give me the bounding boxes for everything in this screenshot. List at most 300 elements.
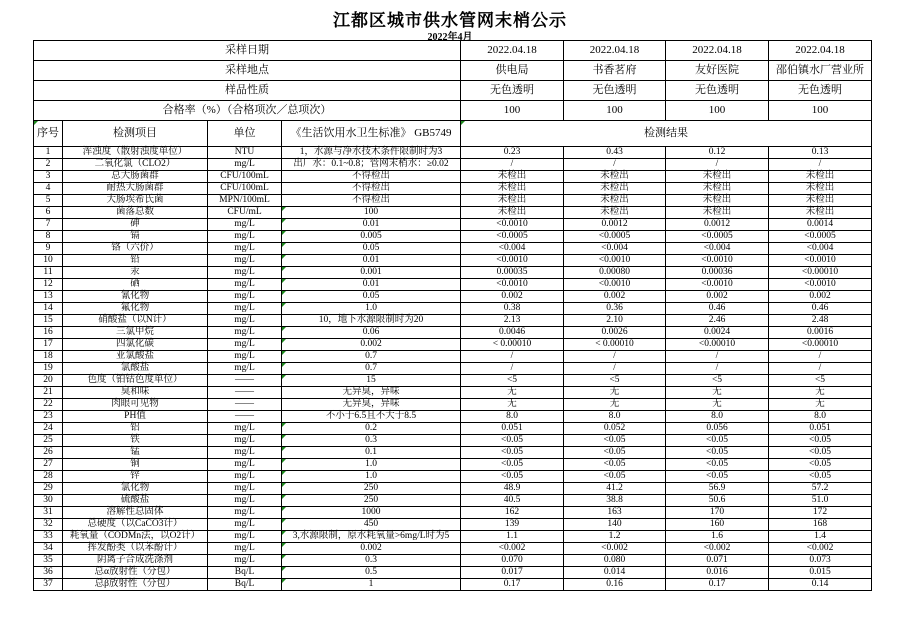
result-value-4: 无: [769, 387, 872, 399]
info-value: 无色透明: [564, 81, 666, 101]
result-value-3: <0.004: [666, 243, 769, 255]
item-unit: mg/L: [208, 291, 282, 303]
row-number: 25: [34, 435, 63, 447]
item-name: 氯化物: [63, 483, 208, 495]
result-value-3: 未检出: [666, 207, 769, 219]
result-value-2: 未检出: [564, 171, 666, 183]
table-row: [34, 543, 872, 555]
row-number: 37: [34, 579, 63, 591]
item-unit: mg/L: [208, 279, 282, 291]
item-unit: Bq/L: [208, 579, 282, 591]
item-name: 耐热大肠菌群: [63, 183, 208, 195]
result-value-2: <0.05: [564, 447, 666, 459]
result-value-4: 168: [769, 519, 872, 531]
item-standard: 0.7: [282, 363, 461, 375]
result-value-3: 56.9: [666, 483, 769, 495]
result-value-3: 170: [666, 507, 769, 519]
result-value-4: 51.0: [769, 495, 872, 507]
item-standard: 450: [282, 519, 461, 531]
row-number: 32: [34, 519, 63, 531]
item-unit: mg/L: [208, 303, 282, 315]
item-unit: mg/L: [208, 447, 282, 459]
result-value-2: <0.05: [564, 459, 666, 471]
info-value: 友好医院: [666, 61, 769, 81]
info-label: 采样地点: [34, 61, 461, 81]
item-unit: ——: [208, 387, 282, 399]
item-name: 汞: [63, 267, 208, 279]
item-standard: 1，水源与净水技术条件限制时为3: [282, 147, 461, 159]
item-unit: mg/L: [208, 423, 282, 435]
item-name: 铜: [63, 459, 208, 471]
result-value-2: <0.004: [564, 243, 666, 255]
item-name: 硝酸盐（以N计）: [63, 315, 208, 327]
result-value-4: <0.05: [769, 435, 872, 447]
row-number: 4: [34, 183, 63, 195]
result-value-4: 0.14: [769, 579, 872, 591]
row-number: 3: [34, 171, 63, 183]
result-value-1: 0.00035: [461, 267, 564, 279]
item-unit: mg/L: [208, 507, 282, 519]
table-row: [34, 351, 872, 363]
item-unit: mg/L: [208, 339, 282, 351]
item-name: 砷: [63, 219, 208, 231]
result-value-2: <0.05: [564, 435, 666, 447]
row-number: 29: [34, 483, 63, 495]
item-name: PH值: [63, 411, 208, 423]
item-name: 四氯化碳: [63, 339, 208, 351]
result-value-2: 未检出: [564, 195, 666, 207]
result-value-1: <0.05: [461, 459, 564, 471]
page-title: 江都区城市供水管网末梢公示: [333, 11, 567, 30]
table-row: [34, 231, 872, 243]
result-value-4: 无: [769, 399, 872, 411]
result-value-3: 无: [666, 387, 769, 399]
item-standard: 0.002: [282, 339, 461, 351]
item-standard: 无异臭，异味: [282, 399, 461, 411]
item-name: 氟化物: [63, 303, 208, 315]
table-row: [34, 183, 872, 195]
result-value-4: 0.051: [769, 423, 872, 435]
result-value-3: 8.0: [666, 411, 769, 423]
result-value-2: <5: [564, 375, 666, 387]
row-number: 20: [34, 375, 63, 387]
result-value-4: 2.48: [769, 315, 872, 327]
item-unit: mg/L: [208, 531, 282, 543]
table-row: [34, 447, 872, 459]
result-value-1: 40.5: [461, 495, 564, 507]
result-value-1: 0.0046: [461, 327, 564, 339]
result-value-2: /: [564, 159, 666, 171]
result-value-1: 无: [461, 387, 564, 399]
result-value-4: <0.0010: [769, 279, 872, 291]
result-value-1: 0.051: [461, 423, 564, 435]
result-value-1: /: [461, 351, 564, 363]
result-value-3: /: [666, 351, 769, 363]
item-name: 总大肠菌群: [63, 171, 208, 183]
item-name: 铁: [63, 435, 208, 447]
row-number: 21: [34, 387, 63, 399]
info-label: 采样日期: [34, 41, 461, 61]
result-value-3: <5: [666, 375, 769, 387]
item-name: 锰: [63, 447, 208, 459]
table-row: [34, 219, 872, 231]
result-value-2: 未检出: [564, 207, 666, 219]
item-standard: 不得检出: [282, 195, 461, 207]
row-number: 18: [34, 351, 63, 363]
result-value-4: 0.0014: [769, 219, 872, 231]
result-value-4: 1.4: [769, 531, 872, 543]
result-value-3: <0.05: [666, 471, 769, 483]
item-unit: mg/L: [208, 351, 282, 363]
result-value-2: 0.36: [564, 303, 666, 315]
item-unit: mg/L: [208, 483, 282, 495]
result-value-2: 无: [564, 399, 666, 411]
row-number: 28: [34, 471, 63, 483]
result-value-4: <0.002: [769, 543, 872, 555]
result-value-1: 未检出: [461, 207, 564, 219]
item-name: 溶解性总固体: [63, 507, 208, 519]
table-row: [34, 243, 872, 255]
result-value-2: 未检出: [564, 183, 666, 195]
result-value-1: 无: [461, 399, 564, 411]
result-value-3: 0.00036: [666, 267, 769, 279]
result-value-3: 0.0024: [666, 327, 769, 339]
column-header-standard: 《生活饮用水卫生标准》 GB5749: [282, 121, 461, 147]
result-value-2: <0.0010: [564, 255, 666, 267]
item-unit: mg/L: [208, 435, 282, 447]
item-unit: mg/L: [208, 315, 282, 327]
info-value: 邵伯镇水厂营业所: [769, 61, 872, 81]
result-value-4: 0.073: [769, 555, 872, 567]
row-number: 26: [34, 447, 63, 459]
info-value: 2022.04.18: [666, 41, 769, 61]
result-value-2: 8.0: [564, 411, 666, 423]
row-number: 2: [34, 159, 63, 171]
row-number: 30: [34, 495, 63, 507]
result-value-3: <0.05: [666, 459, 769, 471]
result-value-4: 未检出: [769, 195, 872, 207]
item-unit: mg/L: [208, 327, 282, 339]
result-value-2: 0.080: [564, 555, 666, 567]
item-standard: 0.002: [282, 543, 461, 555]
item-standard: 0.01: [282, 255, 461, 267]
table-row: [34, 315, 872, 327]
info-value: 无色透明: [666, 81, 769, 101]
row-number: 33: [34, 531, 63, 543]
item-name: 铝: [63, 423, 208, 435]
item-name: 锌: [63, 471, 208, 483]
item-standard: 0.01: [282, 279, 461, 291]
item-name: 菌落总数: [63, 207, 208, 219]
result-value-1: <0.0010: [461, 255, 564, 267]
result-value-2: <0.05: [564, 471, 666, 483]
row-number: 12: [34, 279, 63, 291]
item-unit: CFU/100mL: [208, 183, 282, 195]
item-standard: 3,水源限制，原水耗氧量>6mg/L时为5: [282, 531, 461, 543]
row-number: 6: [34, 207, 63, 219]
result-value-1: <0.05: [461, 471, 564, 483]
table-row: [34, 267, 872, 279]
result-value-4: <0.004: [769, 243, 872, 255]
row-number: 8: [34, 231, 63, 243]
row-number: 17: [34, 339, 63, 351]
item-name: 总硬度（以CaCO3计）: [63, 519, 208, 531]
item-standard: 无异臭，异味: [282, 387, 461, 399]
row-number: 7: [34, 219, 63, 231]
row-number: 24: [34, 423, 63, 435]
item-name: 挥发酚类（以苯酚计）: [63, 543, 208, 555]
result-value-1: 2.13: [461, 315, 564, 327]
result-value-3: 0.002: [666, 291, 769, 303]
table-row: [34, 435, 872, 447]
item-unit: ——: [208, 411, 282, 423]
table-row: [34, 339, 872, 351]
item-unit: ——: [208, 375, 282, 387]
result-value-4: /: [769, 363, 872, 375]
row-number: 5: [34, 195, 63, 207]
table-row: [34, 399, 872, 411]
item-name: 三氯甲烷: [63, 327, 208, 339]
table-row: [34, 555, 872, 567]
result-value-1: 0.23: [461, 147, 564, 159]
result-value-4: <5: [769, 375, 872, 387]
result-value-3: <0.0005: [666, 231, 769, 243]
result-value-2: 0.0012: [564, 219, 666, 231]
item-standard: 0.3: [282, 555, 461, 567]
result-value-2: 0.16: [564, 579, 666, 591]
item-name: 总β放射性（分包）: [63, 579, 208, 591]
item-unit: mg/L: [208, 159, 282, 171]
result-value-3: <0.0010: [666, 279, 769, 291]
table-row: [34, 531, 872, 543]
info-value: 2022.04.18: [564, 41, 666, 61]
row-number: 23: [34, 411, 63, 423]
result-value-3: 0.0012: [666, 219, 769, 231]
item-unit: ——: [208, 399, 282, 411]
info-row-sampling-date: [34, 41, 872, 61]
result-value-2: <0.0010: [564, 279, 666, 291]
table-row: [34, 327, 872, 339]
table-row: [34, 159, 872, 171]
result-value-1: 0.002: [461, 291, 564, 303]
item-unit: CFU/100mL: [208, 171, 282, 183]
result-value-4: <0.05: [769, 447, 872, 459]
item-name: 氯酸盐: [63, 363, 208, 375]
item-standard: 250: [282, 483, 461, 495]
row-number: 36: [34, 567, 63, 579]
item-name: 硫酸盐: [63, 495, 208, 507]
item-standard: 0.2: [282, 423, 461, 435]
item-standard: 0.05: [282, 291, 461, 303]
row-number: 27: [34, 459, 63, 471]
info-row-pass-rate: [34, 101, 872, 121]
result-value-1: 0.017: [461, 567, 564, 579]
result-value-3: 160: [666, 519, 769, 531]
item-name: 硒: [63, 279, 208, 291]
item-unit: MPN/100mL: [208, 195, 282, 207]
row-number: 31: [34, 507, 63, 519]
row-number: 35: [34, 555, 63, 567]
item-standard: 1.0: [282, 471, 461, 483]
item-unit: mg/L: [208, 555, 282, 567]
item-name: 铬（六价）: [63, 243, 208, 255]
item-unit: mg/L: [208, 471, 282, 483]
info-value: 供电局: [461, 61, 564, 81]
table-row: [34, 579, 872, 591]
result-value-2: 1.2: [564, 531, 666, 543]
result-value-4: 0.0016: [769, 327, 872, 339]
result-value-3: 0.071: [666, 555, 769, 567]
info-value: 2022.04.18: [769, 41, 872, 61]
result-value-1: 0.38: [461, 303, 564, 315]
item-unit: mg/L: [208, 243, 282, 255]
result-value-3: 0.17: [666, 579, 769, 591]
info-value: 无色透明: [461, 81, 564, 101]
result-value-4: 0.002: [769, 291, 872, 303]
item-unit: mg/L: [208, 219, 282, 231]
table-row: [34, 495, 872, 507]
result-value-1: 48.9: [461, 483, 564, 495]
item-unit: mg/L: [208, 543, 282, 555]
page-subtitle: 2022年4月: [427, 32, 473, 43]
item-name: 铅: [63, 255, 208, 267]
table-row: [34, 519, 872, 531]
item-standard: 0.3: [282, 435, 461, 447]
result-value-4: <0.00010: [769, 267, 872, 279]
row-number: 13: [34, 291, 63, 303]
table-row: [34, 195, 872, 207]
info-label: 样品性质: [34, 81, 461, 101]
item-standard: 100: [282, 207, 461, 219]
item-name: 大肠埃希氏菌: [63, 195, 208, 207]
item-unit: CFU/mL: [208, 207, 282, 219]
item-unit: mg/L: [208, 267, 282, 279]
result-value-4: 未检出: [769, 207, 872, 219]
result-value-1: <0.0005: [461, 231, 564, 243]
result-value-1: /: [461, 363, 564, 375]
item-unit: mg/L: [208, 255, 282, 267]
result-value-2: < 0.00010: [564, 339, 666, 351]
table-row: [34, 471, 872, 483]
row-number: 9: [34, 243, 63, 255]
column-header-unit: 单位: [208, 121, 282, 147]
column-header-seq: 序号: [34, 121, 63, 147]
result-value-4: 0.46: [769, 303, 872, 315]
result-value-1: 162: [461, 507, 564, 519]
table-row: [34, 507, 872, 519]
result-value-2: 41.2: [564, 483, 666, 495]
item-unit: Bq/L: [208, 567, 282, 579]
row-number: 16: [34, 327, 63, 339]
result-value-1: 0.070: [461, 555, 564, 567]
row-number: 15: [34, 315, 63, 327]
item-name: 二氧化氯（CLO2）: [63, 159, 208, 171]
item-standard: 不得检出: [282, 183, 461, 195]
item-standard: 不小于6.5且不大于8.5: [282, 411, 461, 423]
row-number: 1: [34, 147, 63, 159]
result-value-2: 2.10: [564, 315, 666, 327]
info-value: 100: [666, 101, 769, 121]
item-standard: 250: [282, 495, 461, 507]
item-name: 肉眼可见物: [63, 399, 208, 411]
table-row: [34, 411, 872, 423]
item-standard: 出厂水：0.1~0.8；管网末梢水：≥0.02: [282, 159, 461, 171]
column-header-results: 检测结果: [461, 121, 872, 147]
result-value-2: 0.052: [564, 423, 666, 435]
item-name: 臭和味: [63, 387, 208, 399]
row-number: 14: [34, 303, 63, 315]
result-value-4: /: [769, 351, 872, 363]
result-value-3: 2.46: [666, 315, 769, 327]
result-value-4: <0.05: [769, 471, 872, 483]
result-value-3: 未检出: [666, 171, 769, 183]
item-standard: 0.01: [282, 219, 461, 231]
water-quality-table: [33, 40, 872, 591]
result-value-4: <0.00010: [769, 339, 872, 351]
result-value-4: 0.015: [769, 567, 872, 579]
table-row: [34, 483, 872, 495]
table-row: [34, 279, 872, 291]
result-value-1: 未检出: [461, 195, 564, 207]
result-value-3: 0.46: [666, 303, 769, 315]
result-value-3: 50.6: [666, 495, 769, 507]
result-value-1: 未检出: [461, 183, 564, 195]
column-header-row: [34, 121, 872, 147]
result-value-1: <0.002: [461, 543, 564, 555]
info-row-sampling-location: [34, 61, 872, 81]
item-standard: 0.1: [282, 447, 461, 459]
result-value-3: 未检出: [666, 183, 769, 195]
result-value-1: 未检出: [461, 171, 564, 183]
result-value-3: 0.056: [666, 423, 769, 435]
item-unit: NTU: [208, 147, 282, 159]
result-value-4: 未检出: [769, 171, 872, 183]
result-value-4: /: [769, 159, 872, 171]
result-value-2: 0.002: [564, 291, 666, 303]
result-value-1: /: [461, 159, 564, 171]
item-standard: 10，地下水源限制时为20: [282, 315, 461, 327]
result-value-1: 1.1: [461, 531, 564, 543]
result-value-3: 1.6: [666, 531, 769, 543]
result-value-3: <0.05: [666, 435, 769, 447]
result-value-4: 0.13: [769, 147, 872, 159]
item-standard: 0.7: [282, 351, 461, 363]
table-row: [34, 291, 872, 303]
result-value-1: 139: [461, 519, 564, 531]
item-unit: mg/L: [208, 495, 282, 507]
info-value: 书香茗府: [564, 61, 666, 81]
column-header-item: 检测项目: [63, 121, 208, 147]
result-value-2: 38.8: [564, 495, 666, 507]
item-standard: 0.001: [282, 267, 461, 279]
result-value-2: 140: [564, 519, 666, 531]
item-unit: mg/L: [208, 459, 282, 471]
result-value-4: 57.2: [769, 483, 872, 495]
item-standard: 15: [282, 375, 461, 387]
item-standard: 1: [282, 579, 461, 591]
result-value-1: <5: [461, 375, 564, 387]
result-value-1: 8.0: [461, 411, 564, 423]
info-label: 合格率（%）（合格项次／总项次）: [34, 101, 461, 121]
result-value-4: 172: [769, 507, 872, 519]
table-row: [34, 255, 872, 267]
item-standard: 1.0: [282, 303, 461, 315]
table-row: [34, 459, 872, 471]
result-value-2: 0.014: [564, 567, 666, 579]
row-number: 34: [34, 543, 63, 555]
item-unit: mg/L: [208, 519, 282, 531]
item-standard: 1000: [282, 507, 461, 519]
